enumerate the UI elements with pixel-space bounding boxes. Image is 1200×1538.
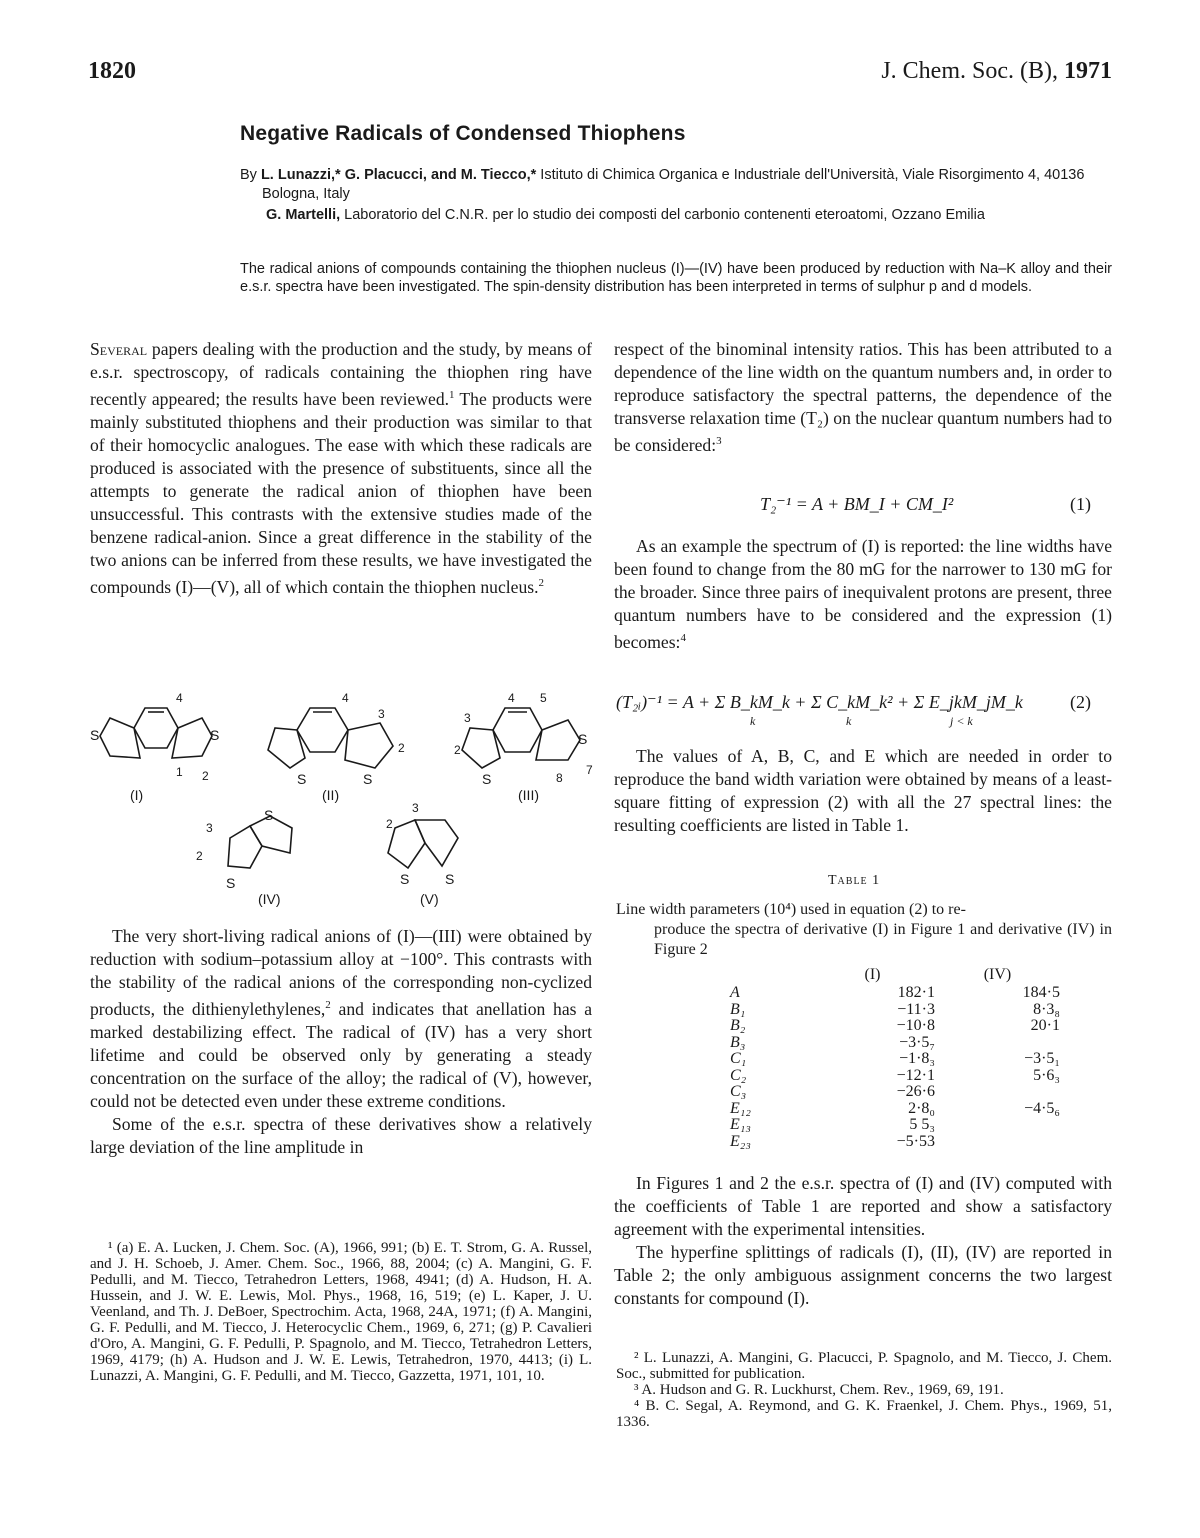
row-label: E₁₃ [730, 1116, 751, 1133]
atom-label-s: S [90, 727, 100, 743]
paragraph-radicals [90, 925, 592, 1113]
atom-label-s: S [264, 807, 274, 823]
position-label: 2 [454, 743, 461, 757]
equation-2-subscript-k1: k [750, 714, 756, 728]
table-row [730, 1068, 1060, 1085]
structure-II [268, 708, 393, 768]
paragraph-example [614, 535, 1112, 654]
ref-2: 2 [538, 576, 545, 589]
table-1-title: Table 1 [828, 873, 881, 888]
footnote-3: ³ A. Hudson and G. R. Luckhurst, Chem. Rev., 1969, 69, 191. [634, 1382, 1004, 1398]
right-column-bottom [614, 1172, 1112, 1310]
table-row [730, 1084, 1060, 1101]
journal-name: J. Chem. Soc. (B), [881, 58, 1058, 84]
cell-IV: 20·1 [1030, 1017, 1060, 1034]
table-row [730, 1134, 1060, 1151]
row-label: A [730, 984, 740, 1001]
position-label: 3 [464, 711, 471, 725]
cell-IV: −3·5₁ [1024, 1050, 1060, 1067]
atom-label-s: S [578, 731, 588, 747]
page-number: 1820 [88, 58, 136, 84]
row-label: B₃ [730, 1033, 746, 1051]
journal-citation [881, 58, 1112, 85]
author-line-1 [240, 166, 1112, 204]
cell-I: 182·1 [897, 984, 935, 1001]
table-header-cell: (IV) [983, 966, 1012, 983]
cell-IV [935, 1117, 1060, 1134]
table-1 [730, 965, 1060, 1150]
atom-label-s: S [297, 771, 307, 787]
author-names-1: L. Lunazzi,* G. Placucci, and M. Tiecco,* [260, 167, 537, 183]
paragraph-binomial [614, 338, 1112, 457]
table-1-caption-b: produce the spectra of derivative (I) in Figure 1 and derivative (IV) in Figure 2 [654, 921, 1112, 958]
cell-IV: 5·6₃ [1033, 1066, 1060, 1084]
radicals-text-a: The very short-living radical anions of (I)—(III) were obtained by reduction with sodium–potassium alloy at −100°. This contrasts with the stability of the radical anions of the corresponding non-cyclized products, the dithienylethylenes, [90, 926, 592, 1019]
structures-figure [90, 688, 600, 913]
cell-IV: 8·3₈ [1033, 1000, 1060, 1018]
author-affiliation-1: Istituto di Chimica Organica e Industriale dell'Università, Viale Risorgimento 4, 40136 Bologna, Italy [262, 167, 1085, 202]
position-label: 4 [176, 691, 183, 705]
position-label: 2 [202, 769, 209, 783]
structure-I [100, 708, 212, 758]
equation-2-number: (2) [1070, 692, 1091, 712]
footnote-2: ² L. Lunazzi, A. Mangini, G. Placucci, P. Spagnolo, and M. Tiecco, J. Chem. Soc., submitted for publication. [616, 1350, 1112, 1382]
paragraph-fitting: The values of A, B, C, and E which are needed in order to reproduce the band width variation were obtained by means of a least-square fitting of expression (2) with all the 27 spectral lines: the resulting coefficients are listed in Table 1. [614, 746, 1112, 835]
paragraph-figures: In Figures 1 and 2 the e.s.r. spectra of (I) and (IV) computed with the coefficients of Table 1 are reported and show a satisfactory agreement with the experimental intensities. [614, 1173, 1112, 1239]
right-column-top [614, 338, 1112, 457]
row-label: E₁₂ [730, 1099, 751, 1117]
atom-label-s: S [226, 875, 236, 891]
article-title: Negative Radicals of Condensed Thiophens [240, 122, 686, 145]
thiophen-structures [90, 688, 600, 913]
structure-III [462, 708, 580, 768]
table-row [730, 1002, 1060, 1019]
cell-I: −3·5₇ [899, 1033, 935, 1051]
atom-label-s: S [363, 771, 373, 787]
position-label: 3 [378, 707, 385, 721]
paragraph-intro [90, 338, 592, 599]
table-row [730, 985, 1060, 1002]
structure-label-IV: (IV) [258, 891, 281, 907]
ref-4: 4 [680, 632, 686, 644]
cell-I: −5·53 [896, 1132, 935, 1150]
structure-label-V: (V) [420, 891, 439, 907]
structure-IV [228, 816, 292, 868]
cell-I: −12·1 [896, 1066, 935, 1084]
lead-word: Several [90, 339, 148, 359]
table-row [730, 1035, 1060, 1052]
equation-2-subscript-k2: k [846, 714, 852, 728]
ref-2b: 2 [325, 999, 331, 1011]
structure-label-I: (I) [130, 787, 144, 803]
equation-1: T₂⁻¹ = A + BM_I + CM_I² [760, 494, 954, 514]
author-names-2: G. Martelli, [266, 207, 341, 223]
structure-V [388, 820, 458, 868]
paragraph-spectra: Some of the e.s.r. spectra of these derivatives show a relatively large deviation of the line amplitude in [90, 1113, 592, 1157]
ref-1: 1 [449, 389, 455, 401]
footnote-1: ¹ (a) E. A. Lucken, J. Chem. Soc. (A), 1966, 991; (b) E. T. Strom, G. A. Russel, and J. H. Schoeb, J. Amer. Chem. Soc., 1966, 88, 2004; (c) A. Mangini, G. F. Pedulli, and M. Tiecco, Tetrahedron Letters, 1968, 4941; (d) A. Hudson, H. A. Hussein, and J. W. E. Lewis, Mol. Phys., 1968, 16, 519; (e) L. Kaper, J. U. Veenland, and Th. J. DeBoer, Spectrochim. Acta, 1968, 24A, 1971; (f) A. Mangini, G. F. Pedulli, and M. Tiecco, J. Heterocyclic Chem., 1969, 6, 271; (g) P. Cavalieri d'Oro, A. Mangini, G. F. Pedulli, P. Spagnolo, and M. Tiecco, Tetrahedron Letters, 1969, 4179; (h) A. Hudson and J. W. E. Lewis, Tetrahedron, 1970, 4413; (i) L. Lunazzi, A. Mangini, G. F. Pedulli, and M. Tiecco, Gazzetta, 1971, 101, 10. [90, 1240, 592, 1384]
author-affiliation-2: Laboratorio del C.N.R. per lo studio dei composti del carbonio contenenti eteroatomi, Ozzano Emilia [344, 207, 985, 223]
left-column-top [90, 338, 592, 599]
position-label: 4 [508, 691, 515, 705]
row-label: B₂ [730, 1017, 746, 1034]
position-label: 2 [196, 849, 203, 863]
left-column-bottom [90, 925, 592, 1159]
intro-text-b: The products were mainly substituted thiophens and their production was similar to that of their homocyclic analogues. The ease with which these radicals are produced is associated with the presence of substituents, since all the attempts to generate the radical anion of thiophen have been unsuccessful. This contrasts with the extensive studies made of the benzene radical-anion. Since a great difference in the stability of the two anions can be inferred from these results, we have investigated the compounds (I)—(V), all of which contain the thiophen nucleus. [90, 388, 592, 597]
equation-2: (T₂ᵢ)⁻¹ = A + Σ B_kM_k + Σ C_kM_k² + Σ E_jkM_jM_k [616, 692, 1023, 712]
binomial-text: respect of the binominal intensity ratios. This has been attributed to a dependence of the line width on the quantum numbers and, in order to reproduce satisfactory the spectral patterns, the dependence of the transverse relaxation time (T₂) on the nuclear quantum numbers had to be considered: [614, 339, 1112, 455]
footnote-4: ⁴ B. C. Segal, A. Reymond, and G. K. Fraenkel, J. Chem. Phys., 1969, 51, 1336. [616, 1398, 1112, 1430]
position-label: 5 [540, 691, 547, 705]
position-label: 3 [206, 821, 213, 835]
table-1-caption [616, 900, 1112, 960]
table-row [730, 1051, 1060, 1068]
row-label: E₂₃ [730, 1132, 751, 1150]
row-label: C₂ [730, 1066, 747, 1084]
example-text: As an example the spectrum of (I) is reported: the line widths have been found to change from the 80 mG for the narrower to 130 mG for the broader. Since three pairs of inequivalent protons are present, three quantum numbers have to be considered and the expression (1) becomes: [614, 536, 1112, 652]
position-label: 8 [556, 771, 563, 785]
paragraph-splittings: The hyperfine splittings of radicals (I), (II), (IV) are reported in Table 2; the only ambiguous assignment concerns the two largest constants for compound (I). [614, 1242, 1112, 1308]
cell-I: 5 5₃ [909, 1116, 935, 1133]
journal-year: 1971 [1064, 58, 1112, 84]
cell-IV [935, 1084, 1060, 1101]
atom-label-s: S [445, 871, 455, 887]
cell-IV: 184·5 [1022, 984, 1060, 1001]
ref-3: 3 [716, 435, 722, 447]
cell-IV [935, 1035, 1060, 1052]
table-header-row [730, 965, 1060, 985]
cell-I: −10·8 [896, 1017, 935, 1034]
author-by: By [240, 167, 257, 183]
position-label: 3 [412, 801, 419, 815]
atom-label-s: S [400, 871, 410, 887]
atom-label-s: S [210, 727, 220, 743]
position-label: 1 [176, 765, 183, 779]
table-1-caption-a: Line width parameters (10⁴) used in equation (2) to re- [616, 901, 966, 918]
table-row [730, 1101, 1060, 1118]
position-label: 4 [342, 691, 349, 705]
cell-IV [935, 1134, 1060, 1151]
position-label: 2 [398, 741, 405, 755]
table-header-cell [730, 965, 810, 985]
equation-1-number: (1) [1070, 494, 1091, 514]
cell-I: −26·6 [896, 1083, 935, 1100]
author-line-2 [240, 206, 1112, 225]
footnotes-right [616, 1350, 1112, 1430]
cell-I: 2·8₀ [908, 1099, 935, 1117]
equation-2-subscript-jk: j < k [950, 714, 973, 728]
intro-text-a: papers dealing with the production and the study, by means of e.s.r. spectroscopy, of radicals containing the thiophen ring have recently appeared; the results have been reviewed. [90, 339, 592, 409]
atom-label-s: S [482, 771, 492, 787]
row-label: B₁ [730, 1000, 746, 1018]
table-header-cell: (I) [864, 966, 881, 983]
table-row [730, 1117, 1060, 1134]
structure-label-III: (III) [518, 787, 539, 803]
row-label: C₁ [730, 1050, 747, 1067]
radicals-text-b: and indicates that anellation has a marked destabilizing effect. The radical of (IV) has a very short lifetime and could be observed only by generating a steady concentration on the surface of the alloy; the radical of (V), however, could not be detected even under these extreme conditions. [90, 998, 592, 1111]
right-column-fitting [614, 745, 1112, 837]
author-block [240, 166, 1112, 225]
cell-IV: −4·5₆ [1024, 1099, 1060, 1117]
table-row [730, 1018, 1060, 1035]
position-label: 7 [586, 763, 593, 777]
position-label: 2 [386, 817, 393, 831]
abstract: The radical anions of compounds containing the thiophen nucleus (I)—(IV) have been produced by reduction with Na–K alloy and their e.s.r. spectra have been investigated. The spin-density distribution has been interpreted in terms of sulphur p and d models. [240, 261, 1112, 295]
right-column-example [614, 535, 1112, 654]
cell-I: −1·8₃ [899, 1050, 935, 1067]
structure-label-II: (II) [322, 787, 340, 803]
cell-I: −11·3 [897, 1000, 935, 1018]
row-label: C₃ [730, 1083, 747, 1100]
